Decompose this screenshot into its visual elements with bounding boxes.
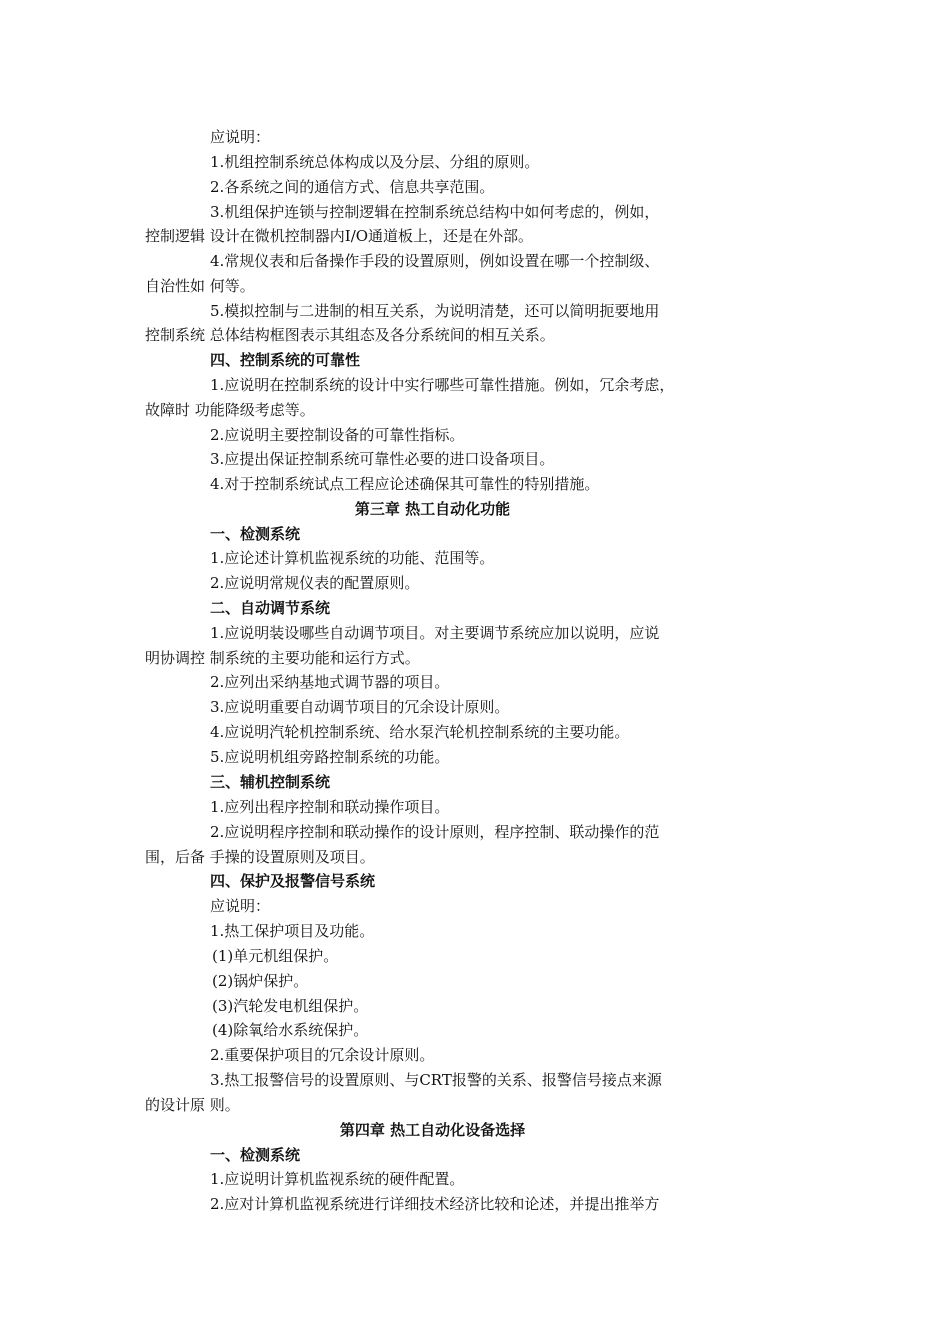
paragraph-line: 自治性如 何等。	[145, 277, 255, 295]
paragraph-line: 2.应列出采纳基地式调节器的项目。	[210, 673, 450, 691]
paragraph-line: 2.应说明程序控制和联动操作的设计原则，程序控制、联动操作的范	[210, 823, 660, 841]
paragraph-line: 围，后备 手操的设置原则及项目。	[145, 848, 375, 866]
paragraph-line: 1.应列出程序控制和联动操作项目。	[210, 798, 450, 816]
paragraph-line: 1.应论述计算机监视系统的功能、范围等。	[210, 549, 495, 567]
paragraph-line: 3.机组保护连锁与控制逻辑在控制系统总结构中如何考虑的，例如，	[210, 203, 660, 221]
paragraph-line: 2.重要保护项目的冗余设计原则。	[210, 1046, 435, 1064]
section-heading: 四、控制系统的可靠性	[210, 351, 361, 369]
section-heading: 一、检测系统	[210, 1146, 301, 1164]
paragraph-line: 1.机组控制系统总体构成以及分层、分组的原则。	[210, 153, 540, 171]
list-item: (2)锅炉保护。	[212, 972, 309, 990]
paragraph-line: 4.应说明汽轮机控制系统、给水泵汽轮机控制系统的主要功能。	[210, 723, 630, 741]
paragraph-line: 2.应说明常规仪表的配置原则。	[210, 574, 420, 592]
paragraph-line: 5.应说明机组旁路控制系统的功能。	[210, 748, 450, 766]
list-item: (1)单元机组保护。	[212, 947, 339, 965]
section-heading: 四、保护及报警信号系统	[210, 872, 376, 890]
section-heading: 三、辅机控制系统	[210, 773, 331, 791]
section-heading: 一、检测系统	[210, 525, 301, 543]
chapter-title: 第三章 热工自动化功能	[354, 500, 511, 518]
paragraph-line: 的设计原 则。	[145, 1096, 240, 1114]
paragraph-line: 3.应提出保证控制系统可靠性必要的进口设备项目。	[210, 450, 555, 468]
paragraph-line: 4.对于控制系统试点工程应论述确保其可靠性的特别措施。	[210, 475, 600, 493]
paragraph-line: 1.应说明装设哪些自动调节项目。对主要调节系统应加以说明，应说	[210, 624, 660, 642]
paragraph-line: 1.应说明在控制系统的设计中实行哪些可靠性措施。例如，冗余考虑，	[210, 376, 675, 394]
paragraph-line: 2.应说明主要控制设备的可靠性指标。	[210, 426, 465, 444]
paragraph-line: 故障时 功能降级考虑等。	[145, 401, 315, 419]
list-item: (3)汽轮发电机组保护。	[212, 997, 369, 1015]
paragraph-line: 2.各系统之间的通信方式、信息共享范围。	[210, 178, 495, 196]
chapter-title: 第四章 热工自动化设备选择	[339, 1121, 526, 1139]
paragraph-line: 5.模拟控制与二进制的相互关系，为说明清楚，还可以简明扼要地用	[210, 302, 660, 320]
paragraph-line: 控制系统 总体结构框图表示其组态及各分系统间的相互关系。	[145, 326, 555, 344]
paragraph-line: 应说明：	[210, 897, 271, 915]
paragraph-line: 3.热工报警信号的设置原则、与CRT报警的关系、报警信号接点来源	[210, 1071, 662, 1089]
paragraph-line: 4.常规仪表和后备操作手段的设置原则，例如设置在哪一个控制级、	[210, 252, 660, 270]
paragraph-line: 控制逻辑 设计在微机控制器内I/O通道板上，还是在外部。	[145, 227, 534, 245]
paragraph-line: 明协调控 制系统的主要功能和运行方式。	[145, 649, 420, 667]
paragraph-line: 1.热工保护项目及功能。	[210, 922, 375, 940]
paragraph-line: 应说明：	[210, 128, 271, 146]
paragraph-line: 2.应对计算机监视系统进行详细技术经济比较和论述，并提出推举方	[210, 1195, 660, 1213]
list-item: (4)除氧给水系统保护。	[212, 1021, 369, 1039]
paragraph-line: 3.应说明重要自动调节项目的冗余设计原则。	[210, 698, 510, 716]
section-heading: 二、自动调节系统	[210, 599, 331, 617]
paragraph-line: 1.应说明计算机监视系统的硬件配置。	[210, 1170, 465, 1188]
